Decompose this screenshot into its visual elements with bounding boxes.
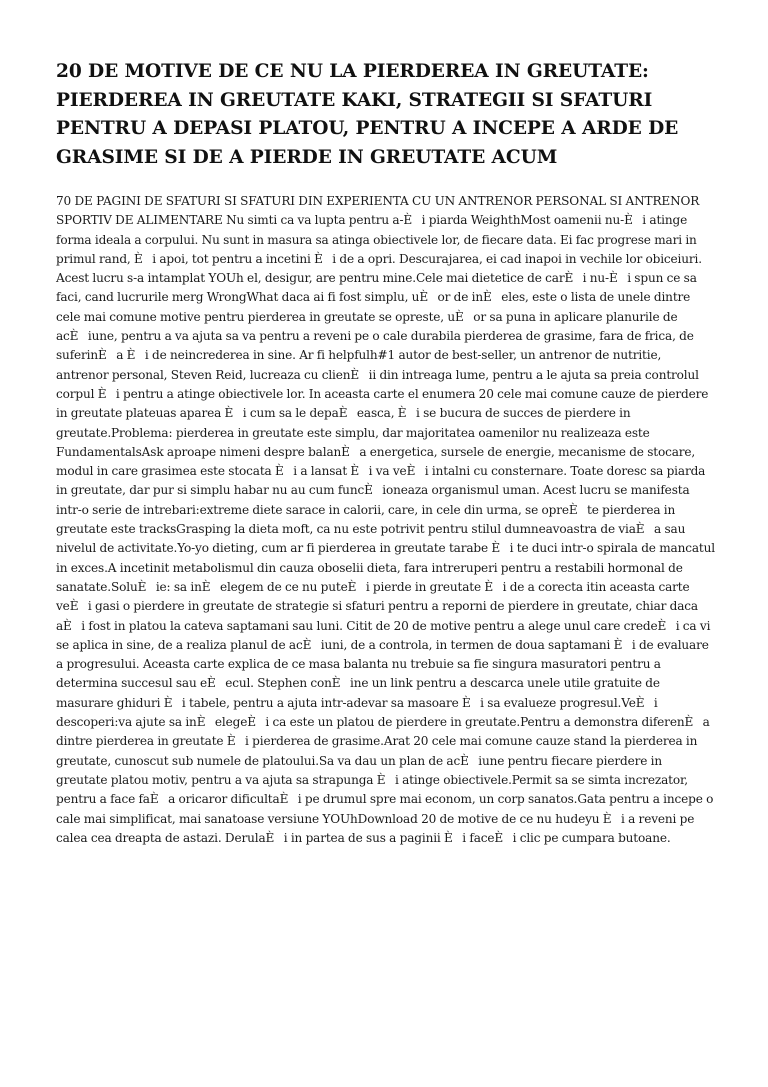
- document-page: [56, 58, 716, 848]
- document-title: 20 DE MOTIVE DE CE NU LA PIERDEREA IN GREUTATE: PIERDEREA IN GREUTATE KAKI, STRATEGII SI SFATURI PENTRU A DEPASI PLATOU, PENTRU A INCEPE A ARDE DE GRASIME SI DE A PIERDE IN GREUTATE ACUM: [56, 61, 679, 168]
- document-body: 70 DE PAGINI DE SFATURI SI SFATURI DIN EXPERIENTA CU UN ANTRENOR PERSONAL SI ANTRENOR SPORTIV DE ALIMENTARE Nu simti ca va lupta pentru a-Èi piarda WeighthMost oamenii nu-Èi atinge forma ideala a corpului. Nu sunt in masura sa atinga obiectivele lor, de fiecare data. Ei fac progrese mari in primul rand, Èi apoi, tot pentru a incetini Èi de a opri. Descurajarea, ei cad inapoi in vechile lor obiceiuri. Acest lucru s-a intamplat YOUh el, desigur, are pentru mine.Cele mai dietetice de carÈi nu-Èi spun ce sa faci, cand lucrurile merg WrongWhat daca ai fi fost simplu, uÈor de inÈeles, este o lista de unele dintre cele mai comune motive pentru pierderea in greutate se opreste, uÈor sa puna in aplicare planurile de acÈiune, pentru a va ajuta sa va pentru a reveni pe o cale durabila pierderea de grasime, fara de frica, de suferinÈa Èi de neincrederea in sine. Ar fi helpfulh#1 autor de best-seller, un antrenor de nutritie, antrenor personal, Steven Reid, lucreaza cu clienÈii din intreaga lume, pentru a le ajuta sa preia controlul corpul Èi pentru a atinge obiectivele lor. In aceasta carte el enumera 20 cele mai comune cauze de pierdere in greutate plateuas aparea Èi cum sa le depaÈeasca, Èi se bucura de succes de pierdere in greutate.Problema: pierderea in greutate este simplu, dar majoritatea oamenilor nu realizeaza este FundamentalsAsk aproape nimeni despre balanÈa energetica, sursele de energie, mecanisme de stocare, modul in care grasimea este stocata Èi a lansat Èi va veÈi intalni cu consternare. Toate doresc sa piarda in greutate, dar pur si simplu habar nu au cum funcÈioneaza organismul uman. Acest lucru se manifesta intr-o serie de intrebari:extreme diete sarace in calorii, care, in cele din urma, se opreÈte pierderea in greutate este tracksGrasping la dieta moft, ca nu este potrivit pentru stilul dumneavoastra de viaÈa sau nivelul de activitate.Yo-yo dieting, cum ar fi pierderea in greutate tarabe Èi te duci intr-o spirala de mancatul in exces.A incetinit metabolismul din cauza oboselii dieta, fara intreruperi pentru a restabili hormonal de sanatate.SoluÈie: sa inÈelegem de ce nu puteÈi pierde in greutate Èi de a corecta itin aceasta carte veÈi gasi o pierdere in greutate de strategie si sfaturi pentru a reporni de pierdere in greutate, chiar daca aÈi fost in platou la cateva saptamani sau luni. Citit de 20 de motive pentru a alege unul care credeÈi ca vi se aplica in sine, de a realiza planul de acÈiuni, de a controla, in termen de doua saptamani Èi de evaluare a progresului. Aceasta carte explica de ce masa balanta nu trebuie sa fie singura masuratori pentru a determina succesul sau eÈecul. Stephen conÈine un link pentru a descarca unele utile gratuite de masurare ghiduri Èi tabele, pentru a ajuta intr-adevar sa masoare Èi sa evalueze progresul.VeÈi descoperi:va ajute sa inÈelegeÈi ca este un platou de pierdere in greutate.Pentru a demonstra diferenÈa dintre pierderea in greutate Èi pierderea de grasime.Arat 20 cele mai comune cauze stand la pierderea in greutate, cunoscut sub numele de platoului.Sa va dau un plan de acÈiune pentru fiecare pierdere in greutate platou motiv, pentru a va ajuta sa strapunga Èi atinge obiectivele.Permit sa se simta increzator, pentru a face faÈa oricaror dificultaÈi pe drumul spre mai econom, un corp sanatos.Gata pentru a incepe o cale mai simplificat, mai sanatoase versiune YOUhDownload 20 de motive de ce nu hudeyu Èi a reveni pe calea cea dreapta de astazi. DerulaÈi in partea de sus a paginii Èi faceÈi clic pe cumpara butoane.: [56, 194, 715, 845]
